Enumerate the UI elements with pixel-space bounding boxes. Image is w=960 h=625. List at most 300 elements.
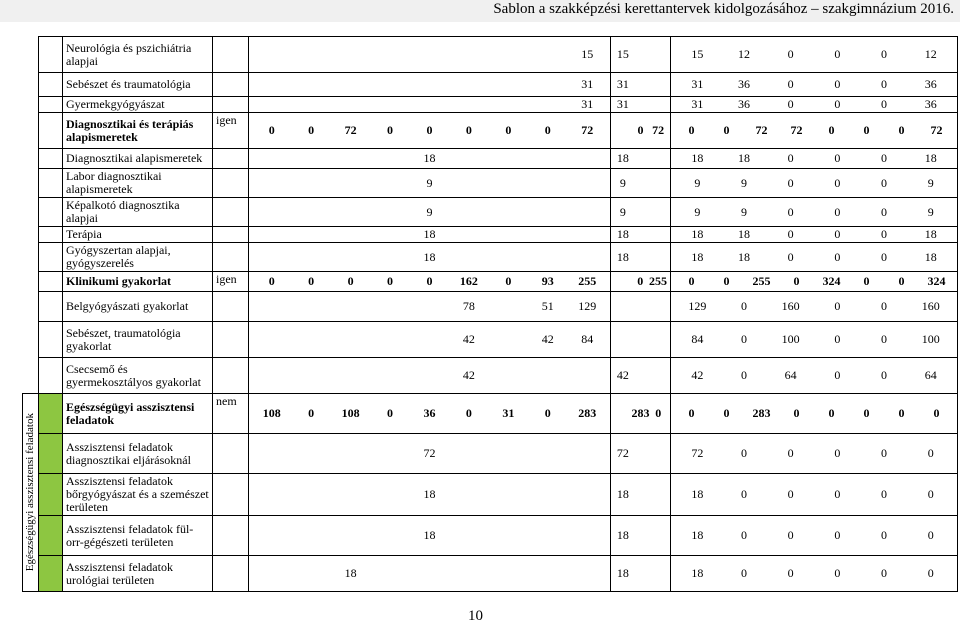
value-cell	[331, 333, 370, 346]
value-cell: 9	[426, 204, 433, 219]
value-cell	[291, 447, 330, 460]
value-cell: 42	[462, 368, 475, 382]
value-cell: 0	[881, 249, 888, 264]
values-group-b	[611, 227, 671, 243]
value-cell: 36	[738, 97, 750, 111]
value-cell	[252, 78, 291, 91]
values-group-b	[611, 516, 671, 556]
value-cell: 0	[347, 274, 354, 288]
value-cell: 18	[738, 227, 750, 241]
value-cell: 160	[781, 299, 800, 313]
value-cell: 0	[787, 47, 794, 61]
page-number: 10	[468, 608, 483, 624]
header-bar	[0, 0, 960, 22]
value-cell: 72	[616, 446, 629, 460]
value-cell: 42	[541, 332, 554, 346]
value-cell: 0	[834, 47, 841, 61]
value-cell: 0	[387, 406, 394, 420]
marker-cell	[39, 474, 63, 516]
value-cell: 0	[898, 406, 905, 420]
value-cell	[649, 206, 667, 219]
value-cell: 0	[505, 274, 512, 288]
value-cell: 31	[502, 406, 515, 420]
value-cell	[370, 152, 409, 165]
value-cell: 0	[834, 566, 841, 580]
value-cell: 0	[834, 368, 841, 382]
side-cell	[23, 113, 39, 149]
value-cell: 283	[631, 406, 650, 420]
value-cell	[410, 369, 449, 382]
side-cell	[23, 73, 39, 97]
value-cell: 255	[649, 274, 667, 288]
marker-cell	[39, 97, 63, 113]
value-cell: 31	[691, 97, 704, 111]
value-cell	[370, 333, 409, 346]
marker-cell	[39, 73, 63, 97]
value-cell: 9	[741, 204, 747, 219]
value-cell	[370, 529, 409, 542]
row-label: Klinikumi gyakorlat	[63, 272, 213, 292]
value-cell	[649, 529, 667, 542]
value-cell	[568, 228, 607, 241]
value-cell	[632, 447, 650, 460]
value-cell	[649, 78, 667, 91]
curriculum-table	[22, 36, 958, 592]
values-group-a	[249, 322, 611, 358]
value-cell	[370, 48, 409, 61]
values-group-a	[249, 97, 611, 113]
value-cell: 0	[881, 487, 888, 501]
value-cell: 0	[741, 566, 747, 580]
value-cell: 0	[787, 175, 794, 190]
value-cell: 31	[616, 97, 629, 111]
value-cell	[291, 369, 330, 382]
table-row	[23, 434, 958, 474]
value-cell	[252, 447, 291, 460]
value-cell: 36	[924, 77, 937, 91]
value-cell	[528, 567, 567, 580]
table-row	[23, 97, 958, 113]
value-cell	[489, 98, 528, 111]
table-row	[23, 292, 958, 322]
value-cell: 18	[691, 227, 704, 241]
value-cell: 36	[423, 406, 436, 420]
row-label: Asszisztensi feladatok urológiai területen	[63, 556, 213, 592]
values-group-c	[671, 113, 958, 149]
values-group-b	[611, 292, 671, 322]
value-cell: 0	[881, 528, 888, 542]
value-cell: 31	[691, 77, 704, 91]
value-cell	[614, 275, 632, 288]
marker-cell	[39, 516, 63, 556]
value-cell: 0	[881, 227, 888, 241]
marker-cell	[39, 358, 63, 394]
values-group-b	[611, 169, 671, 198]
values-group-a	[249, 394, 611, 434]
value-cell: 12	[738, 47, 750, 61]
value-cell	[632, 78, 650, 91]
value-cell: 31	[581, 97, 594, 111]
value-cell	[632, 488, 650, 501]
value-cell: 72	[691, 446, 704, 460]
value-cell	[649, 48, 667, 61]
value-cell	[331, 78, 370, 91]
value-cell: 64	[924, 368, 937, 382]
value-cell: 0	[787, 97, 794, 111]
value-cell	[331, 98, 370, 111]
row-label: Belgyógyászati gyakorlat	[63, 292, 213, 322]
value-cell	[291, 48, 330, 61]
value-cell	[489, 447, 528, 460]
value-cell: 18	[924, 227, 937, 241]
row-label: Asszisztensi feladatok fül-orr-gégészeti területen	[63, 516, 213, 556]
values-group-c	[671, 37, 958, 73]
value-cell: 0	[688, 406, 695, 420]
value-cell: 100	[921, 332, 940, 346]
value-cell: 0	[426, 274, 433, 288]
value-cell	[370, 369, 409, 382]
value-cell	[449, 251, 488, 264]
flag-cell	[213, 474, 249, 516]
value-cell	[568, 369, 607, 382]
value-cell: 0	[723, 274, 730, 288]
value-cell	[252, 98, 291, 111]
value-cell	[252, 152, 291, 165]
value-cell	[489, 78, 528, 91]
value-cell: 162	[459, 274, 478, 288]
table-row	[23, 358, 958, 394]
values-group-c	[671, 434, 958, 474]
value-cell: 255	[752, 274, 771, 288]
value-cell: 0	[544, 406, 551, 420]
value-cell: 0	[741, 446, 747, 460]
value-cell	[449, 228, 488, 241]
value-cell: 18	[691, 151, 704, 165]
value-cell	[649, 177, 667, 190]
value-cell: 0	[655, 406, 662, 420]
value-cell	[649, 251, 667, 264]
value-cell: 9	[927, 204, 934, 219]
value-cell	[649, 228, 667, 241]
side-cell	[23, 227, 39, 243]
flag-cell	[213, 243, 249, 272]
values-group-b	[611, 149, 671, 169]
flag-cell	[213, 198, 249, 227]
values-group-b	[611, 474, 671, 516]
value-cell: 72	[930, 123, 943, 137]
value-cell: 0	[933, 406, 940, 420]
flag-cell	[213, 97, 249, 113]
values-group-c	[671, 149, 958, 169]
marker-cell	[39, 292, 63, 322]
value-cell: 0	[465, 406, 472, 420]
value-cell: 0	[723, 123, 730, 137]
value-cell: 18	[423, 249, 436, 264]
value-cell	[449, 78, 488, 91]
value-cell: 18	[616, 487, 629, 501]
value-cell	[291, 251, 330, 264]
table-row	[23, 169, 958, 198]
value-cell	[252, 300, 291, 313]
value-cell	[489, 369, 528, 382]
values-group-a	[249, 474, 611, 516]
value-cell	[291, 567, 330, 580]
value-cell: 9	[741, 175, 747, 190]
value-cell	[489, 300, 528, 313]
values-group-a	[249, 516, 611, 556]
side-cell	[23, 169, 39, 198]
value-cell	[370, 98, 409, 111]
values-group-a	[249, 243, 611, 272]
value-cell	[449, 488, 488, 501]
value-cell	[370, 251, 409, 264]
value-cell	[252, 488, 291, 501]
value-cell: 0	[268, 274, 275, 288]
value-cell	[449, 206, 488, 219]
value-cell	[291, 228, 330, 241]
row-label: Labor diagnosztikai alapismeretek	[63, 169, 213, 198]
value-cell	[449, 177, 488, 190]
value-cell	[632, 251, 650, 264]
value-cell	[370, 177, 409, 190]
value-cell	[649, 369, 667, 382]
values-group-b	[611, 73, 671, 97]
value-cell	[632, 206, 650, 219]
value-cell	[331, 300, 370, 313]
values-group-c	[671, 198, 958, 227]
value-cell	[331, 529, 370, 542]
marker-cell	[39, 37, 63, 73]
value-cell: 283	[752, 406, 771, 420]
value-cell: 0	[544, 123, 551, 137]
value-cell: 0	[426, 123, 433, 137]
value-cell: 72	[790, 123, 803, 137]
row-label: Sebészet és traumatológia	[63, 73, 213, 97]
value-cell	[252, 206, 291, 219]
value-cell: 0	[881, 446, 888, 460]
value-cell: 0	[834, 249, 841, 264]
marker-cell	[39, 556, 63, 592]
value-cell: 42	[462, 332, 475, 346]
side-cell	[23, 272, 39, 292]
value-cell	[649, 98, 667, 111]
table-row	[23, 227, 958, 243]
value-cell: 84	[581, 332, 594, 346]
value-cell: 42	[691, 368, 704, 382]
value-cell	[632, 98, 650, 111]
table-row	[23, 243, 958, 272]
value-cell: 9	[619, 204, 626, 219]
value-cell	[370, 300, 409, 313]
marker-cell	[39, 198, 63, 227]
table-row	[23, 272, 958, 292]
value-cell	[528, 369, 567, 382]
side-group-label: Egészségügyi asszisztensi feladatok	[24, 413, 36, 572]
value-cell: 0	[688, 123, 695, 137]
value-cell	[489, 228, 528, 241]
value-cell	[528, 98, 567, 111]
value-cell: 0	[834, 332, 841, 346]
flag-cell	[213, 358, 249, 394]
value-cell: 64	[784, 368, 797, 382]
value-cell	[291, 529, 330, 542]
value-cell: 0	[505, 123, 512, 137]
value-cell	[410, 78, 449, 91]
values-group-a	[249, 198, 611, 227]
table-row	[23, 198, 958, 227]
value-cell	[410, 567, 449, 580]
value-cell: 0	[927, 528, 934, 542]
value-cell: 0	[465, 123, 472, 137]
value-cell: 0	[834, 227, 841, 241]
value-cell: 0	[834, 487, 841, 501]
value-cell: 93	[541, 274, 554, 288]
value-cell: 0	[863, 274, 870, 288]
value-cell: 36	[738, 77, 750, 91]
value-cell: 0	[834, 97, 841, 111]
value-cell	[528, 529, 567, 542]
value-cell	[632, 228, 650, 241]
values-group-b	[611, 434, 671, 474]
value-cell	[568, 567, 607, 580]
flag-cell	[213, 169, 249, 198]
value-cell: 0	[637, 274, 644, 288]
value-cell	[632, 529, 650, 542]
value-cell	[568, 152, 607, 165]
value-cell: 0	[387, 274, 394, 288]
value-cell	[410, 333, 449, 346]
value-cell: 18	[423, 227, 436, 241]
marker-cell	[39, 322, 63, 358]
values-group-c	[671, 73, 958, 97]
value-cell	[331, 48, 370, 61]
values-group-c	[671, 358, 958, 394]
value-cell: 0	[387, 123, 394, 137]
marker-cell	[39, 394, 63, 434]
value-cell	[528, 228, 567, 241]
value-cell: 0	[741, 487, 747, 501]
value-cell: 129	[578, 299, 597, 313]
values-group-b	[611, 243, 671, 272]
value-cell: 0	[927, 446, 934, 460]
value-cell	[331, 177, 370, 190]
value-cell	[291, 333, 330, 346]
value-cell	[528, 78, 567, 91]
value-cell	[291, 177, 330, 190]
values-group-a	[249, 556, 611, 592]
values-group-a	[249, 292, 611, 322]
value-cell	[370, 228, 409, 241]
values-group-c	[671, 516, 958, 556]
values-group-c	[671, 97, 958, 113]
value-cell: 0	[741, 299, 747, 313]
table-row	[23, 113, 958, 149]
value-cell: 15	[581, 47, 594, 61]
value-cell	[568, 447, 607, 460]
value-cell	[632, 48, 650, 61]
value-cell: 108	[262, 406, 281, 420]
value-cell: 0	[834, 528, 841, 542]
value-cell: 0	[741, 368, 747, 382]
value-cell: 78	[462, 299, 475, 313]
value-cell: 72	[755, 123, 768, 137]
value-cell	[410, 48, 449, 61]
value-cell	[528, 48, 567, 61]
value-cell: 324	[822, 274, 841, 288]
value-cell: 0	[787, 566, 794, 580]
value-cell: 18	[616, 151, 629, 165]
row-label: Diagnosztikai és terápiás alapismeretek	[63, 113, 213, 149]
table-row	[23, 73, 958, 97]
values-group-c	[671, 394, 958, 434]
value-cell	[649, 152, 667, 165]
value-cell	[614, 124, 632, 137]
value-cell: 9	[619, 175, 626, 190]
value-cell	[331, 488, 370, 501]
flag-cell	[213, 227, 249, 243]
values-group-a	[249, 149, 611, 169]
flag-cell: igen	[213, 272, 249, 292]
side-cell	[23, 149, 39, 169]
row-label: Gyermekgyógyászat	[63, 97, 213, 113]
table-row	[23, 394, 958, 434]
row-label: Neurológia és pszichiátria alapjai	[63, 37, 213, 73]
value-cell	[449, 529, 488, 542]
value-cell: 18	[344, 566, 357, 580]
value-cell	[331, 206, 370, 219]
value-cell: 0	[834, 446, 841, 460]
values-group-b	[611, 394, 671, 434]
value-cell	[649, 567, 667, 580]
row-label: Asszisztensi feladatok bőrgyógyászat és a szemészet területen	[63, 474, 213, 516]
values-group-b	[611, 113, 671, 149]
value-cell	[528, 488, 567, 501]
value-cell: 36	[924, 97, 937, 111]
value-cell	[331, 251, 370, 264]
value-cell	[331, 228, 370, 241]
value-cell: 0	[834, 299, 841, 313]
table-row	[23, 556, 958, 592]
values-group-c	[671, 169, 958, 198]
table-row	[23, 474, 958, 516]
value-cell	[632, 152, 650, 165]
value-cell	[568, 251, 607, 264]
value-cell	[632, 567, 650, 580]
value-cell	[614, 407, 632, 420]
values-group-a	[249, 272, 611, 292]
value-cell: 18	[423, 487, 436, 501]
value-cell: 31	[581, 77, 594, 91]
value-cell: 0	[308, 274, 315, 288]
value-cell	[449, 567, 488, 580]
value-cell	[489, 206, 528, 219]
side-cell	[23, 292, 39, 322]
value-cell	[291, 78, 330, 91]
values-group-b	[611, 556, 671, 592]
value-cell: 18	[738, 249, 750, 264]
value-cell: 72	[423, 446, 436, 460]
value-cell: 0	[793, 406, 800, 420]
value-cell: 0	[881, 332, 888, 346]
value-cell: 18	[691, 249, 704, 264]
value-cell	[489, 48, 528, 61]
flag-cell	[213, 434, 249, 474]
value-cell	[370, 447, 409, 460]
value-cell: 0	[881, 299, 888, 313]
value-cell: 0	[898, 274, 905, 288]
value-cell: 0	[881, 97, 888, 111]
flag-cell	[213, 73, 249, 97]
